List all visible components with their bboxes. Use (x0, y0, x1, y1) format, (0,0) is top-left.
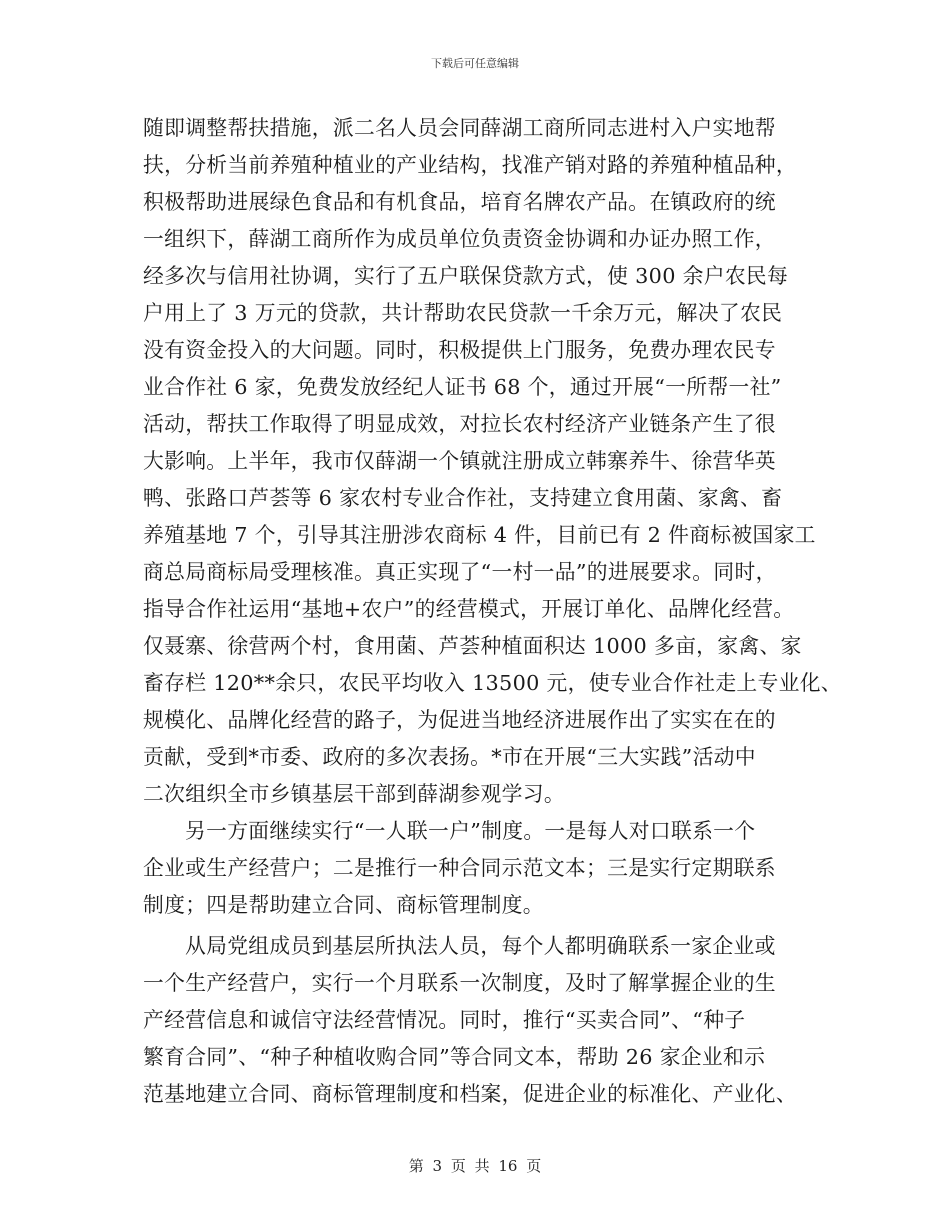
text-line: 规模化、品牌化经营的路子，为促进当地经济进展作出了实实在在的 (143, 708, 776, 732)
text-line: 制度；四是帮助建立合同、商标管理制度。 (143, 893, 544, 917)
page-footer: 第 3 页 共 16 页 (408, 1157, 542, 1175)
text-line: 范基地建立合同、商标管理制度和档案，促进企业的标准化、产业化、 (143, 1082, 797, 1106)
paragraph-start-line: 另一方面继续实行“一人联一户”制度。一是每人对口联系一个 (185, 819, 756, 843)
text-line: 养殖基地 7 个，引导其注册涉农商标 4 件，目前已有 2 件商标被国家工 (143, 523, 816, 547)
text-line: 产经营信息和诚信守法经营情况。同时，推行“买卖合同”、“种子 (143, 1008, 746, 1032)
text-line: 活动，帮扶工作取得了明显成效，对拉长农村经济产业链条产生了很 (143, 412, 776, 436)
text-line: 企业或生产经营户；二是推行一种合同示范文本；三是实行定期联系 (143, 856, 776, 880)
text-line: 积极帮助进展绿色食品和有机食品，培育名牌农产品。在镇政府的统 (143, 190, 776, 214)
text-line: 一个生产经营户，实行一个月联系一次制度，及时了解掌握企业的生 (143, 971, 776, 995)
paragraph-start-line: 从局党组成员到基层所执法人员，每个人都明确联系一家企业或 (185, 934, 776, 958)
text-line: 鸭、张路口芦荟等 6 家农村专业合作社，支持建立食用菌、家禽、畜 (143, 486, 783, 510)
text-line: 大影响。上半年，我市仅薛湖一个镇就注册成立韩寨养牛、徐营华英 (143, 449, 776, 473)
text-line: 商总局商标局受理核准。真正实现了“一村一品”的进展要求。同时， (143, 560, 777, 584)
text-line: 畜存栏 120**余只，农民平均收入 13500 元，使专业合作社走上专业化、 (143, 671, 842, 695)
text-line: 没有资金投入的大问题。同时，积极提供上门服务，免费办理农民专 (143, 338, 776, 362)
page-header: 下载后可任意编辑 (431, 57, 519, 70)
text-line: 经多次与信用社协调，实行了五户联保贷款方式，使 300 余户农民每 (143, 264, 789, 288)
text-line: 一组织下，薛湖工商所作为成员单位负责资金协调和办证办照工作， (143, 227, 776, 251)
text-line: 随即调整帮扶措施，派二名人员会同薛湖工商所同志进村入户实地帮 (143, 116, 776, 140)
text-line: 仅聂寨、徐营两个村，食用菌、芦荟种植面积达 1000 多亩，家禽、家 (143, 634, 802, 658)
text-line: 繁育合同”、“种子种植收购合同”等合同文本，帮助 26 家企业和示 (143, 1045, 766, 1069)
text-line: 二次组织全市乡镇基层干部到薛湖参观学习。 (143, 782, 565, 806)
text-line: 业合作社 6 家，免费发放经纪人证书 68 个，通过开展“一所帮一社” (143, 375, 782, 399)
text-line: 指导合作社运用“基地+农户”的经营模式，开展订单化、品牌化经营。 (143, 597, 795, 621)
text-line: 扶，分析当前养殖种植业的产业结构，找准产销对路的养殖种植品种， (143, 153, 797, 177)
text-line: 贡献，受到*市委、政府的多次表扬。*市在开展“三大实践”活动中 (143, 745, 756, 769)
text-line: 户用上了 3 万元的贷款，共计帮助农民贷款一千余万元，解决了农民 (143, 301, 783, 325)
